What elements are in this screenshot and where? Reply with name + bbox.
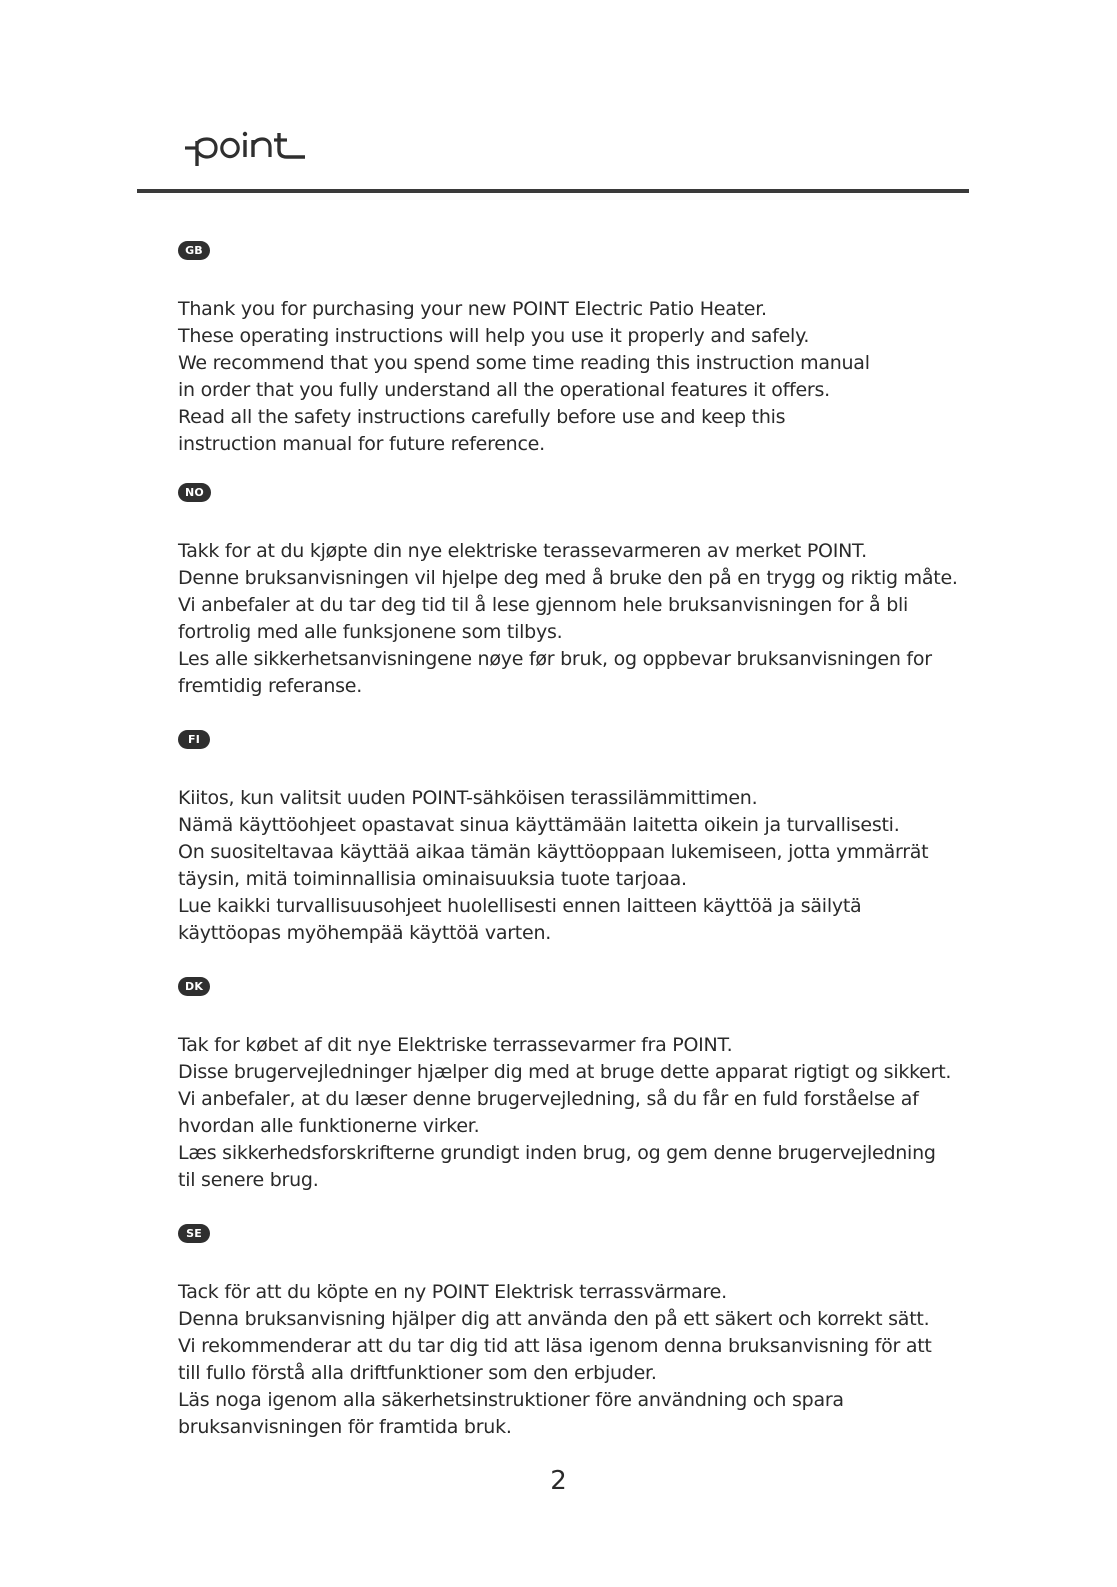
text-line: Les alle sikkerhetsanvisningene nøye før bruk, og oppbevar bruksanvisningen for — [178, 648, 932, 670]
text-line: Read all the safety instructions carefully before use and keep this — [178, 406, 786, 428]
text-line: til senere brug. — [178, 1169, 319, 1191]
section-se — [178, 1222, 978, 1441]
text-line: in order that you fully understand all the operational features it offers. — [178, 379, 830, 401]
text-line: Tak for købet af dit nye Elektriske terrassevarmer fra POINT. — [178, 1034, 733, 1056]
text-line: Läs noga igenom alla säkerhetsinstruktioner före användning och spara — [178, 1389, 844, 1411]
section-text-se — [178, 1279, 978, 1441]
text-line: On suositeltavaa käyttää aikaa tämän käyttöoppaan lukemiseen, jotta ymmärrät — [178, 841, 929, 863]
text-line: Vi rekommenderar att du tar dig tid att läsa igenom denna bruksanvisning för att — [178, 1335, 932, 1357]
text-line: Denna bruksanvisning hjälper dig att använda den på ett säkert och korrekt sätt. — [178, 1308, 930, 1330]
text-line: These operating instructions will help you use it properly and safely. — [178, 325, 810, 347]
text-line: Thank you for purchasing your new POINT Electric Patio Heater. — [178, 298, 767, 320]
section-text-fi — [178, 785, 978, 947]
language-badge-fi: FI — [178, 730, 210, 749]
section-no — [178, 481, 978, 700]
text-line: fremtidig referanse. — [178, 675, 363, 697]
language-badge-se: SE — [178, 1224, 210, 1243]
language-badge-gb: GB — [178, 241, 210, 260]
section-gb — [178, 239, 978, 458]
text-line: bruksanvisningen för framtida bruk. — [178, 1416, 512, 1438]
text-line: Denne bruksanvisningen vil hjelpe deg med å bruke den på en trygg og riktig måte. — [178, 567, 958, 589]
section-text-gb — [178, 296, 978, 458]
language-badge-dk: DK — [178, 977, 210, 996]
text-line: fortrolig med alle funksjonene som tilbys. — [178, 621, 563, 643]
section-text-dk — [178, 1032, 978, 1194]
text-line: hvordan alle funktionerne virker. — [178, 1115, 480, 1137]
page-number: 2 — [550, 1466, 567, 1496]
language-badge-no: NO — [178, 483, 211, 502]
text-line: Takk for at du kjøpte din nye elektriske terassevarmeren av merket POINT. — [178, 540, 867, 562]
text-line: Nämä käyttöohjeet opastavat sinua käyttämään laitetta oikein ja turvallisesti. — [178, 814, 900, 836]
text-line: We recommend that you spend some time reading this instruction manual — [178, 352, 870, 374]
text-line: Læs sikkerhedsforskrifterne grundigt inden brug, og gem denne brugervejledning — [178, 1142, 936, 1164]
text-line: täysin, mitä toiminnallisia ominaisuuksia tuote tarjoaa. — [178, 868, 687, 890]
section-text-no — [178, 538, 978, 700]
section-fi — [178, 728, 978, 947]
text-line: Kiitos, kun valitsit uuden POINT-sähköisen terassilämmittimen. — [178, 787, 758, 809]
text-line: Lue kaikki turvallisuusohjeet huolellisesti ennen laitteen käyttöä ja säilytä — [178, 895, 862, 917]
section-dk — [178, 975, 978, 1194]
header-divider — [137, 189, 969, 193]
text-line: käyttöopas myöhempää käyttöä varten. — [178, 922, 552, 944]
point-logo — [183, 130, 313, 172]
text-line: Vi anbefaler, at du læser denne brugervejledning, så du får en fuld forståelse af — [178, 1088, 919, 1110]
text-line: Vi anbefaler at du tar deg tid til å lese gjennom hele bruksanvisningen for å bli — [178, 594, 909, 616]
text-line: Disse brugervejledninger hjælper dig med at bruge dette apparat rigtigt og sikkert. — [178, 1061, 952, 1083]
text-line: instruction manual for future reference. — [178, 433, 545, 455]
text-line: Tack för att du köpte en ny POINT Elektrisk terrassvärmare. — [178, 1281, 727, 1303]
point-logo-mark — [183, 130, 313, 172]
text-line: till fullo förstå alla driftfunktioner som den erbjuder. — [178, 1362, 657, 1384]
